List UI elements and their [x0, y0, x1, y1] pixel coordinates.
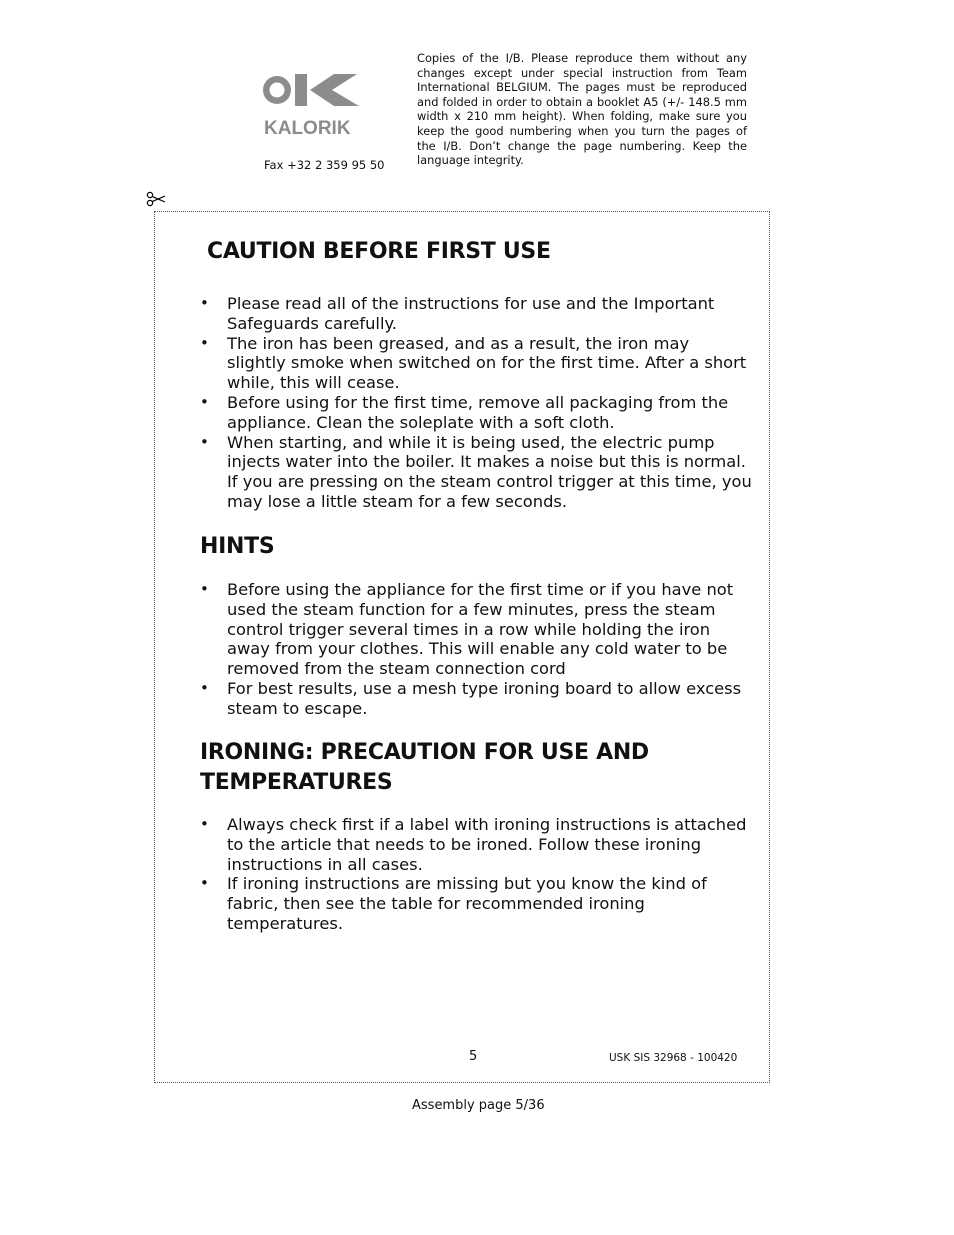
section-title-caution: CAUTION BEFORE FIRST USE: [207, 239, 551, 264]
list-item: • Please read all of the instructions for use and the Important Safeguards carefully.: [200, 294, 752, 334]
list-item: • The iron has been greased, and as a result, the iron may slightly smoke when switched on for the first time. After a short while, this will cease.: [200, 334, 752, 393]
list-item: • Before using for the first time, remove all packaging from the appliance. Clean the soleplate with a soft cloth.: [200, 393, 752, 433]
list-item: • Before using the appliance for the first time or if you have not used the steam function for a few minutes, press the steam control trigger several times in a row while holding the iron away from your clothes. This will enable any cold water to be removed from the steam connection cord: [200, 580, 752, 679]
scissors-icon: [146, 191, 166, 207]
fax-number: Fax +32 2 359 95 50: [264, 158, 385, 172]
section-title-line: IRONING: PRECAUTION FOR USE AND: [200, 740, 649, 765]
kalorik-logo: [262, 70, 370, 138]
caution-list: [200, 294, 752, 512]
document-code: USK SIS 32968 - 100420: [609, 1052, 738, 1064]
copy-instructions: Copies of the I/B. Please reproduce them without any changes except under special instruction from Team International BELGIUM. The pages must be reproduced and folded in order to obtain a booklet A5 (+/- 148.5 mm width x 210 mm height). When folding, make sure you keep the good numbering when you turn the pages of the I/B. Don’t change the page numbering. Keep the language integrity.: [417, 51, 747, 168]
section-title-line: TEMPERATURES: [200, 770, 393, 795]
ironing-list: [200, 815, 752, 934]
list-item: • If ironing instructions are missing but you know the kind of fabric, then see the table for recommended ironing temperatures.: [200, 874, 752, 933]
assembly-page: Assembly page 5/36: [412, 1098, 545, 1113]
section-title-ironing: [200, 738, 649, 798]
list-item: • For best results, use a mesh type ironing board to allow excess steam to escape.: [200, 679, 752, 719]
section-title-hints: HINTS: [200, 534, 275, 559]
list-item: • When starting, and while it is being used, the electric pump injects water into the boiler. It makes a noise but this is normal. If you are pressing on the steam control trigger at this time, you may lose a little steam for a few seconds.: [200, 433, 752, 512]
hints-list: [200, 580, 752, 719]
brand-wordmark: KALORIK: [264, 118, 351, 138]
page-number: 5: [469, 1049, 478, 1064]
list-item: • Always check first if a label with ironing instructions is attached to the article that needs to be ironed. Follow these ironing instructions in all cases.: [200, 815, 752, 874]
